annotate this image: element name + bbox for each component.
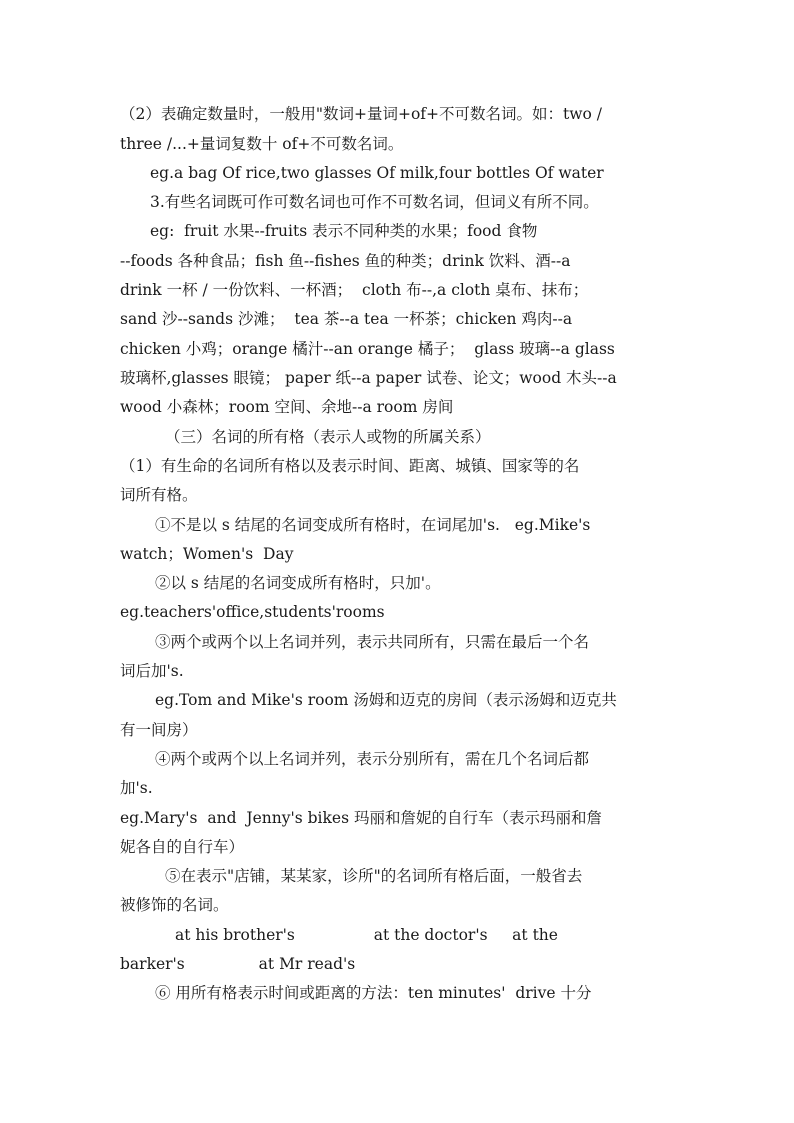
text-line: eg.teachers'office,students'rooms: [120, 603, 385, 621]
text-line: wood 小森林；room 空间、余地--a room 房间: [120, 398, 454, 416]
text-line: （2）表确定数量时，一般用"数词+量词+of+不可数名词。如：two /: [120, 105, 603, 123]
text-line: （1）有生命的名词所有格以及表示时间、距离、城镇、国家等的名: [120, 457, 580, 475]
text-line: eg: fruit 水果--fruits 表示不同种类的水果；food 食物: [150, 222, 538, 240]
text-line: 3.有些名词既可作可数名词也可作不可数名词，但词义有所不同。: [150, 193, 599, 211]
text-line: ③两个或两个以上名词并列，表示共同所有，只需在最后一个名: [155, 633, 590, 651]
text-line: ④两个或两个以上名词并列，表示分别所有，需在几个名词后都: [155, 750, 590, 768]
text-line: eg.a bag Of rice,two glasses Of milk,four bottles Of water: [150, 164, 604, 182]
text-line: drink 一杯 / 一份饮料、一杯酒； cloth 布--,a cloth 桌布、抹布；: [120, 281, 589, 299]
text-line: 词所有格。: [120, 486, 198, 504]
text-line: ②以 s 结尾的名词变成所有格时，只加'。: [155, 574, 441, 592]
text-line: 加's.: [120, 779, 153, 797]
text-line: --foods 各种食品；fish 鱼--fishes 鱼的种类；drink 饮料、酒--a: [120, 252, 571, 270]
text-line: ⑤在表示"店铺，某某家，诊所"的名词所有格后面，一般省去: [165, 867, 583, 885]
text-line: ⑥ 用所有格表示时间或距离的方法：ten minutes' drive 十分: [155, 984, 592, 1002]
text-line: at his brother's at the doctor's at the: [175, 926, 558, 944]
text-line: ①不是以 s 结尾的名词变成所有格时，在词尾加's. eg.Mike's: [155, 516, 591, 534]
text-line: 玻璃杯,glasses 眼镜； paper 纸--a paper 试卷、论文；wood 木头--a: [120, 369, 617, 387]
text-line: 词后加's.: [120, 662, 184, 680]
text-line: sand 沙--sands 沙滩； tea 茶--a tea 一杯茶；chicken 鸡肉--a: [120, 310, 573, 328]
text-line: eg.Tom and Mike's room 汤姆和迈克的房间（表示汤姆和迈克共: [155, 691, 617, 709]
text-line: watch；Women's Day: [120, 545, 294, 563]
text-line: 有一间房）: [120, 721, 198, 739]
text-line: 被修饰的名词。: [120, 896, 229, 914]
text-line: eg.Mary's and Jenny's bikes 玛丽和詹妮的自行车（表示玛丽和詹: [120, 809, 602, 827]
text-line: 妮各自的自行车）: [120, 838, 245, 856]
section-heading: （三）名词的所有格（表示人或物的所属关系）: [165, 428, 491, 446]
text-line: chicken 小鸡；orange 橘汁--an orange 橘子； glass 玻璃--a glass: [120, 340, 615, 358]
text-line: barker's at Mr read's: [120, 955, 356, 973]
text-line: three /...+量词复数十 of+不可数名词。: [120, 135, 404, 153]
